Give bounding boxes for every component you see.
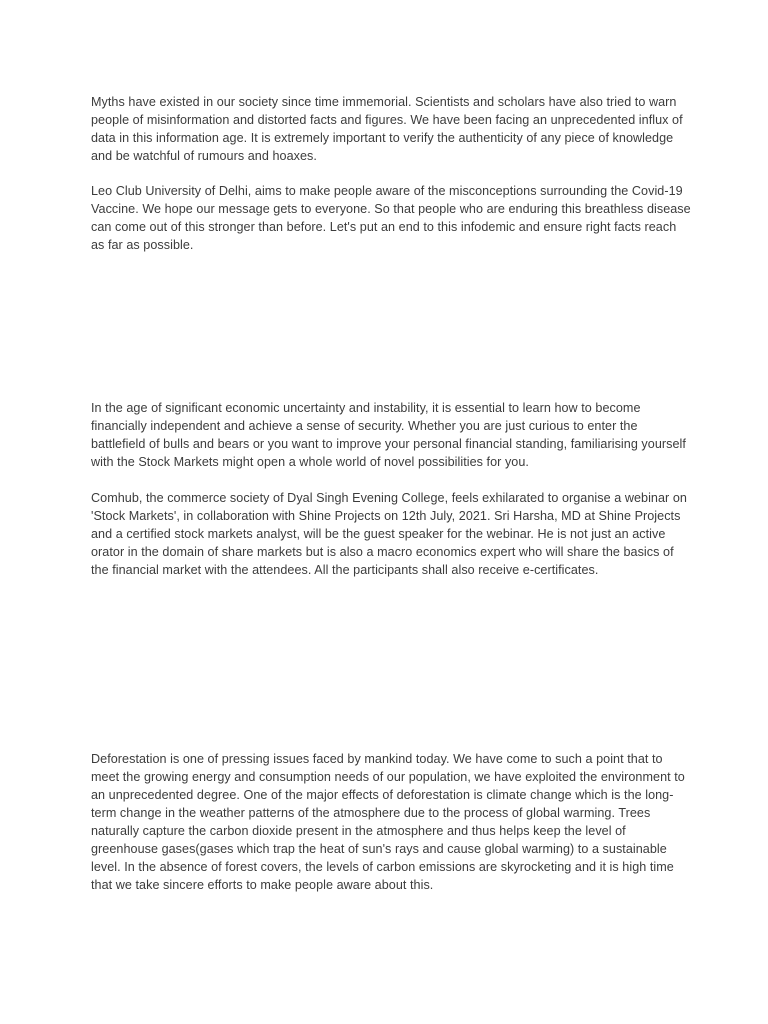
paragraph-deforestation: Deforestation is one of pressing issues faced by mankind today. We have come to such a point that to meet the growing energy and consumption needs of our population, we have exploited the environment to an unprecedented degree. One of the major effects of deforestation is climate change which is the long-term change in the weather patterns of the atmosphere due to the process of global warming. Trees naturally capture the carbon dioxide present in the atmosphere and thus helps keep the level of greenhouse gases(gases which trap the heat of sun's rays and cause global warming) to a sustainable level. In the absence of forest covers, the levels of carbon emissions are skyrocketing and it is high time that we take sincere efforts to make people aware about this.	[91, 752, 685, 892]
paragraph-myths-intro: Myths have existed in our society since time immemorial. Scientists and scholars have also tried to warn people of misinformation and distorted facts and figures. We have been facing an unprecedented influx of data in this information age. It is extremely important to verify the authenticity of any piece of knowledge and be watchful of rumours and hoaxes.	[91, 95, 683, 163]
paragraph-comhub-webinar: Comhub, the commerce society of Dyal Singh Evening College, feels exhilarated to organise a webinar on 'Stock Markets', in collaboration with Shine Projects on 12th July, 2021. Sri Harsha, MD at Shine Projects and a certified stock markets analyst, will be the guest speaker for the webinar. He is not just an active orator in the domain of share markets but is also a macro economics expert who will share the basics of the financial market with the attendees. All the participants shall also receive e-certificates.	[91, 491, 687, 577]
paragraph-economic-uncertainty: In the age of significant economic uncertainty and instability, it is essential to learn how to become financially independent and achieve a sense of security. Whether you are just curious to enter the battlefield of bulls and bears or you want to improve your personal financial standing, familiarising yourself with the Stock Markets might open a whole world of novel possibilities for you.	[91, 401, 686, 469]
paragraph-leo-club: Leo Club University of Delhi, aims to make people aware of the misconceptions surrounding the Covid-19 Vaccine. We hope our message gets to everyone. So that people who are enduring this breathless disease can come out of this stronger than before. Let's put an end to this infodemic and ensure right facts reach as far as possible.	[91, 184, 691, 252]
